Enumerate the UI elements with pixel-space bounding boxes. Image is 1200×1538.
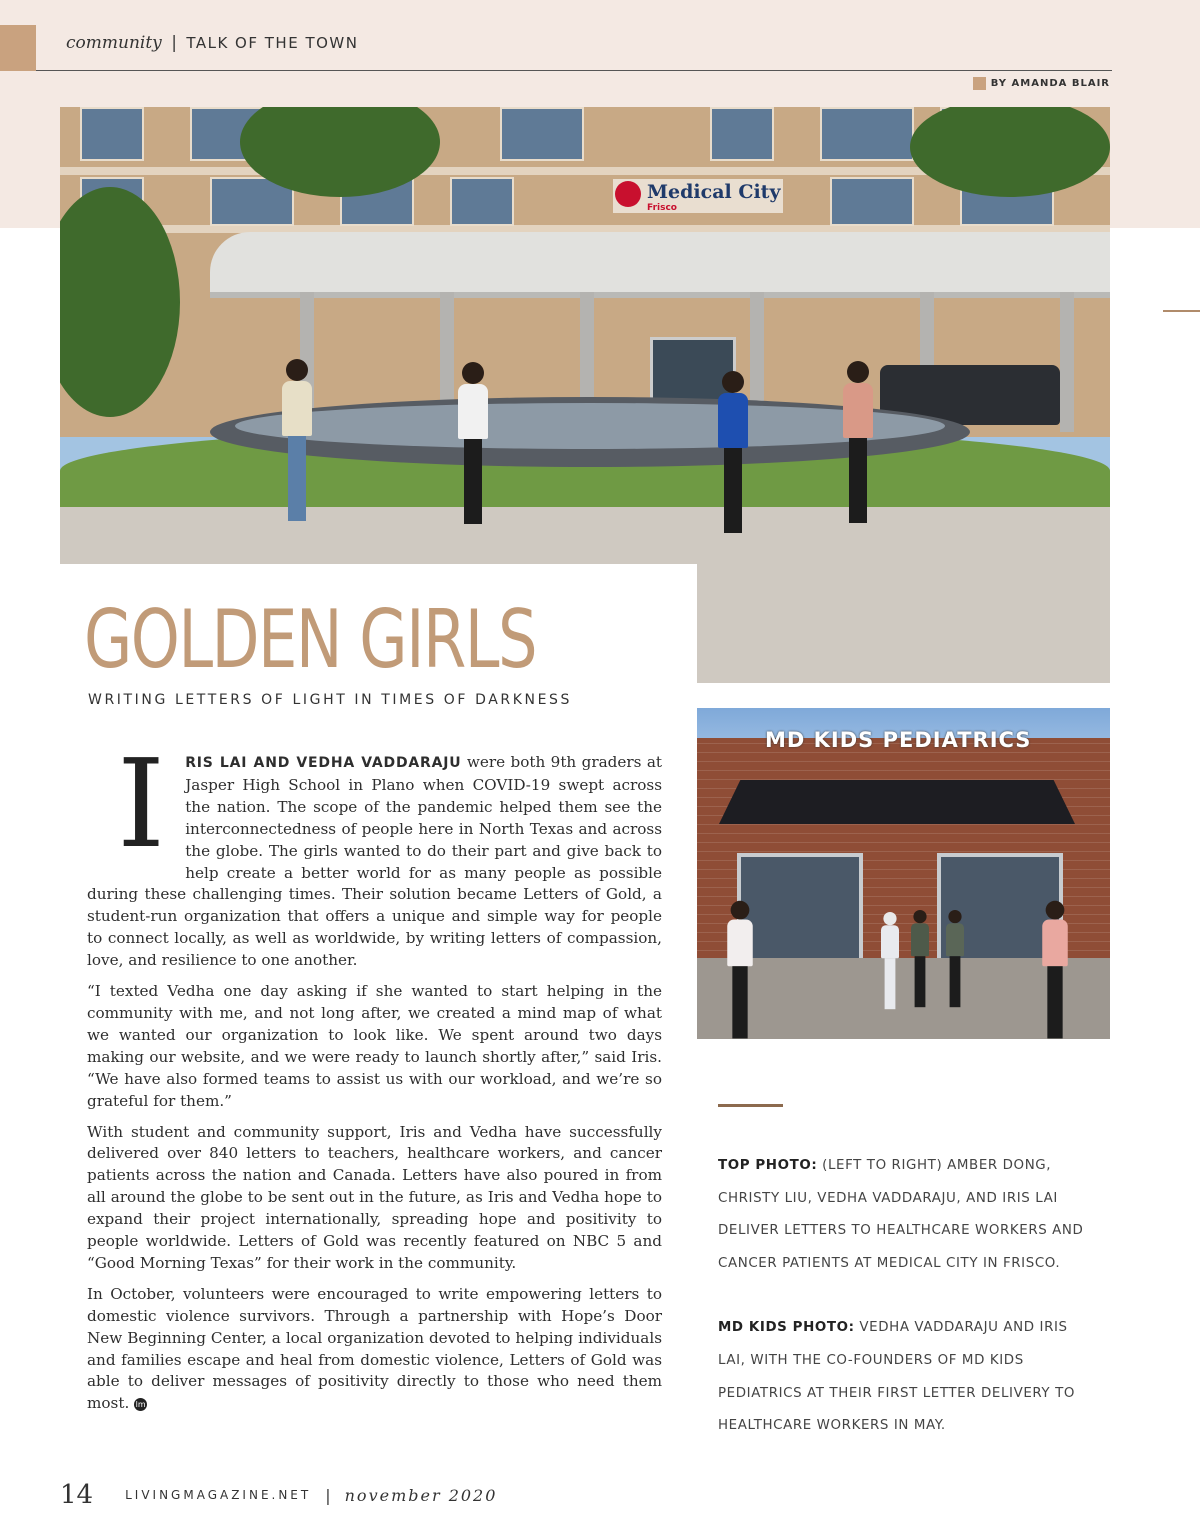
md-kids-photo — [697, 708, 1110, 1039]
caption-accent-rule — [718, 1104, 783, 1107]
person-figure — [729, 901, 751, 1039]
person-figure — [882, 912, 898, 1014]
person-figure — [947, 910, 963, 1012]
person-figure — [845, 361, 871, 531]
sign-name: Medical City — [647, 181, 781, 203]
fountain-water — [235, 403, 945, 449]
footer-separator: | — [325, 1485, 331, 1505]
paragraph: With student and community support, Iris and Vedha have successfully delivered over 840 letters to teachers, healthcare workers, and cancer patients across the nation and Canada. Letters have also poured in from all around the globe to be sent out in the future, as Iris and Vedha hope to expand their project internationally, spreading hope and positivity to people worldwide. Letters of Gold was recently featured on NBC 5 and “Good Morning Texas” for their work in the community. — [87, 1122, 662, 1272]
section-label — [66, 33, 358, 53]
photo-captions — [718, 1150, 1088, 1475]
article-headline: GOLDEN GIRLS — [84, 593, 536, 686]
footer-site: LIVINGMAGAZINE.NET — [125, 1488, 312, 1502]
paragraph: “I texted Vedha one day asking if she wanted to start helping in the community with me, and not long after, we created a mind map of what we wanted our organization to look like. We spent around two days making our website, and we were ready to launch shortly after,” said Iris. “We have also formed teams to assist us with our workload, and we’re so grateful for them.” — [87, 982, 662, 1110]
footer-issue: november 2020 — [344, 1485, 498, 1505]
section-column: TALK OF THE TOWN — [186, 34, 359, 52]
caption-md-label: MD KIDS PHOTO: — [718, 1320, 855, 1336]
paragraph-text: In October, volunteers were encouraged to write empowering letters to domestic violence survivors. Through a partnership with Hope’s Door New Beginning Center, a local organization devoted to helping individuals and families escape and heal from domestic violence, Letters of Gold was able to deliver messages of positivity directly to those who need them most. — [87, 1284, 662, 1413]
byline — [973, 77, 1110, 90]
caption-md — [718, 1312, 1088, 1442]
person-figure — [460, 362, 486, 532]
person-figure — [1044, 901, 1066, 1039]
page-footer — [60, 1480, 497, 1510]
lead-in: RIS LAI AND VEDHA VADDARAJU — [185, 755, 462, 771]
header-rule — [36, 70, 1112, 71]
drop-cap: I — [117, 733, 166, 875]
paragraph-text: were both 9th graders at Jasper High School in Plano when COVID-19 swept across the nation. The scope of the pandemic helped them see the interconnectedness of people here in North Texas and across the globe. The girls wanted to do their part and give back to help create a better world for as many people as possible during these challenging times. Their solution became Letters of Gold, a student-run organization that offers a unique and simple way for people to connect locally, as well as worldwide, by writing letters of compassion, love, and resilience to one another. — [87, 753, 662, 970]
md-awning — [719, 780, 1075, 824]
person-figure — [720, 371, 746, 541]
person-figure — [912, 910, 928, 1012]
edge-tick — [1163, 310, 1200, 312]
section-category: community — [66, 33, 162, 53]
md-door — [737, 853, 863, 969]
sign-sub: Frisco — [647, 203, 677, 213]
article-body — [87, 733, 662, 1424]
section-separator: | — [171, 33, 177, 53]
paragraph — [87, 733, 662, 972]
paragraph — [87, 1284, 662, 1415]
article-subhead: WRITING LETTERS OF LIGHT IN TIMES OF DARKNESS — [88, 692, 573, 708]
byline-text: BY AMANDA BLAIR — [990, 78, 1110, 89]
medical-city-logo — [615, 181, 641, 207]
person-figure — [284, 359, 310, 529]
caption-top-label: TOP PHOTO: — [718, 1158, 818, 1173]
page-number: 14 — [60, 1480, 94, 1510]
end-mark-icon: lm — [135, 1399, 146, 1409]
md-kids-sign: MD KIDS PEDIATRICS — [765, 728, 1032, 752]
caption-md-text: VEDHA VADDARAJU AND IRIS LAI, WITH THE CO-FOUNDERS OF MD KIDS PEDIATRICS AT THEIR FIRST LETTER DELIVERY TO HEALTHCARE WORKERS IN MAY. — [718, 1320, 1075, 1434]
caption-top-text: (LEFT TO RIGHT) AMBER DONG, CHRISTY LIU, VEDHA VADDARAJU, AND IRIS LAI DELIVER LETTERS TO HEALTHCARE WORKERS AND CANCER PATIENTS AT MEDICAL CITY IN FRISCO. — [718, 1158, 1084, 1271]
section-tab — [0, 25, 36, 71]
medical-city-sign — [613, 179, 783, 213]
caption-top — [718, 1150, 1088, 1280]
entrance-canopy — [210, 232, 1110, 298]
byline-square — [973, 77, 986, 90]
